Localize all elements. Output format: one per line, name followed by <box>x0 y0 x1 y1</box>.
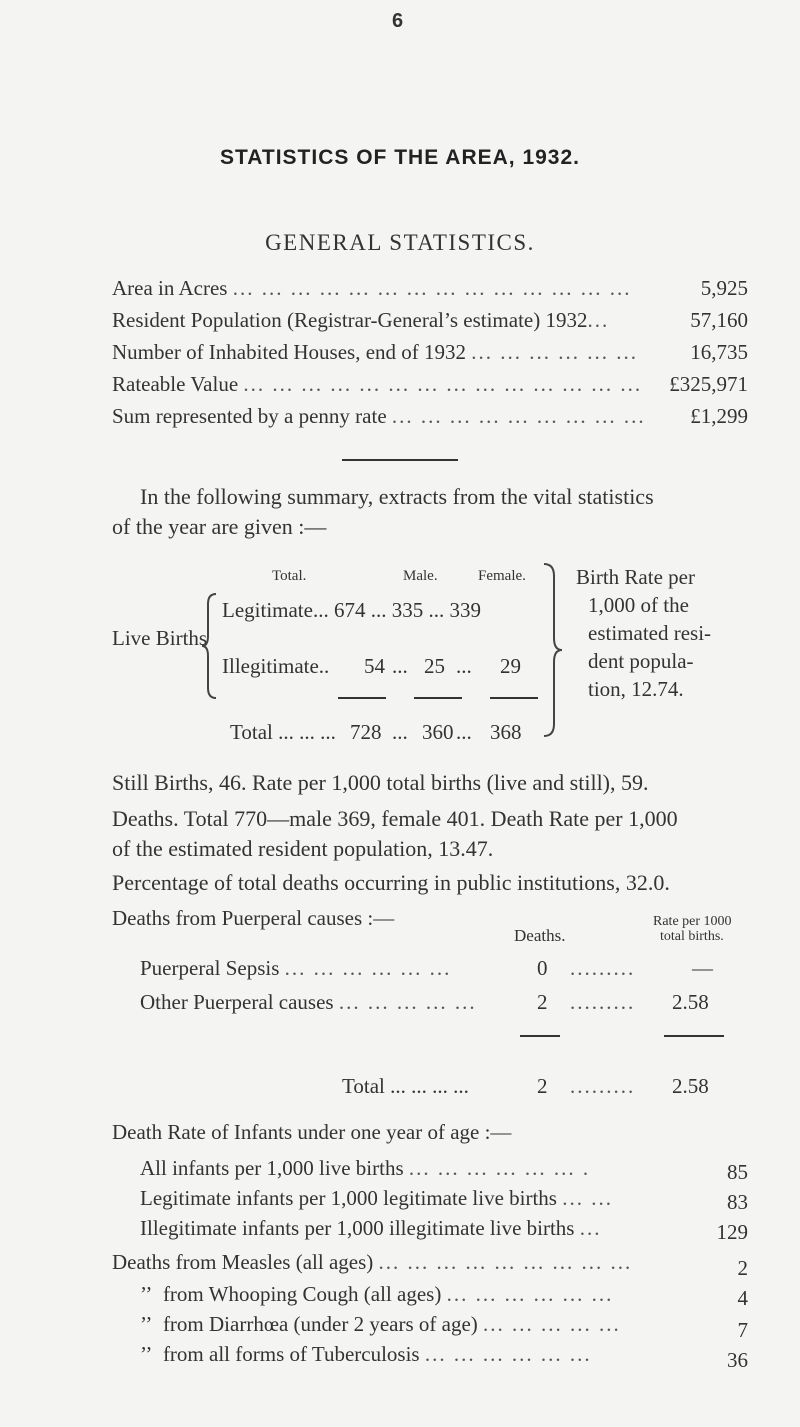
row-label: Other Puerperal causes <box>140 990 334 1014</box>
leader-dots: ... <box>456 654 472 678</box>
row-label: Resident Population (Registrar-General’s estimate) 1932 <box>112 308 588 332</box>
births-total-rule <box>338 697 386 699</box>
births-total-label: Total ... ... ... <box>230 720 336 744</box>
disease-row-whooping-cough <box>140 1282 613 1307</box>
summary-intro-line-2: of the year are given :— <box>112 514 327 539</box>
cell-total: 674 <box>333 598 366 622</box>
birth-rate-line-5: tion, 12.74. <box>588 677 684 701</box>
infant-value-legitimate: 83 <box>727 1190 748 1214</box>
birth-rate-line-3: estimated resi- <box>588 621 712 645</box>
leader-dots: ... ... <box>562 1186 613 1210</box>
general-row-penny-rate <box>112 404 646 429</box>
col-header-rate-2: total births. <box>660 929 724 944</box>
leader-dots: ......... <box>570 1074 636 1098</box>
row-label: Illegitimate infants per 1,000 illegitimate live births <box>140 1216 575 1240</box>
disease-value-measles: 2 <box>737 1256 748 1280</box>
row-label: All infants per 1,000 live births <box>140 1156 404 1180</box>
deaths-text-line-1: Deaths. Total 770—male 369, female 401. Death Rate per 1,000 <box>112 806 678 831</box>
leader-dots: ......... <box>570 956 636 980</box>
cell-female: 339 <box>449 598 481 622</box>
leader-dots: ... <box>392 720 408 744</box>
infant-row-legitimate <box>140 1186 613 1211</box>
disease-row-measles <box>112 1250 632 1275</box>
birth-rate-line-2: 1,000 of the <box>588 593 689 617</box>
general-row-population <box>112 308 609 333</box>
row-label: Legitimate... <box>222 598 329 622</box>
row-label: Puerperal Sepsis <box>140 956 280 980</box>
page-number: 6 <box>392 10 404 32</box>
puerperal-total-rule <box>664 1035 724 1037</box>
leader-dots: ... ... ... ... ... ... . <box>408 1156 591 1180</box>
row-label: from Diarrhœa (under 2 years of age) <box>162 1312 478 1336</box>
general-value-area: 5,925 <box>700 276 748 300</box>
puerperal-title: Deaths from Puerperal causes :— <box>112 906 395 930</box>
birth-rate-line-4: dent popula- <box>588 649 694 673</box>
row-label: Number of Inhabited Houses, end of 1932 <box>112 340 467 364</box>
row-label: from all forms of Tuberculosis <box>162 1342 420 1366</box>
leader-dots: ... ... ... ... ... ... <box>471 340 639 364</box>
disease-value-tuberculosis: 36 <box>727 1348 748 1372</box>
leader-dots: ... ... ... ... ... ... ... ... ... ... ... ... ... ... <box>232 276 632 300</box>
col-header-rate-1: Rate per 1000 <box>653 914 732 929</box>
general-row-houses <box>112 340 638 365</box>
summary-intro-line-1: In the following summary, extracts from the vital statistics <box>140 484 654 509</box>
puerperal-total-label: Total ... ... ... ... <box>342 1074 469 1098</box>
left-brace <box>200 592 220 700</box>
puerperal-row-other <box>140 990 477 1015</box>
leader-dots: ... ... ... ... ... <box>338 990 477 1014</box>
leader-dots: ... ... ... ... ... ... ... ... ... <box>391 404 646 428</box>
births-illegitimate-total: 54 <box>364 654 385 678</box>
puerperal-sepsis-rate: — <box>692 956 713 980</box>
births-total-female: 368 <box>490 720 522 744</box>
disease-row-tuberculosis <box>140 1342 592 1367</box>
general-row-area <box>112 276 631 301</box>
general-value-rateable: £325,971 <box>669 372 748 396</box>
leader-dots: ... <box>456 720 472 744</box>
row-label: from Whooping Cough (all ages) <box>162 1282 442 1306</box>
infant-value-illegitimate: 129 <box>716 1220 748 1244</box>
leader-dots: ......... <box>570 990 636 1014</box>
births-row-legitimate <box>222 598 481 623</box>
disease-row-diarrhoea <box>140 1312 621 1337</box>
ditto-mark: ’’ <box>140 1282 153 1306</box>
deaths-text-line-2: of the estimated resident population, 13.47. <box>112 836 494 861</box>
leader-dots: ... ... ... ... ... ... ... ... ... <box>378 1250 633 1274</box>
general-row-rateable <box>112 372 642 397</box>
infant-title: Death Rate of Infants under one year of age :— <box>112 1120 512 1144</box>
leader-dots: ... <box>370 598 387 622</box>
births-total-rule <box>490 697 538 699</box>
ditto-mark: ’’ <box>140 1342 153 1366</box>
births-total-male: 360 <box>422 720 454 744</box>
puerperal-total-rule <box>520 1035 560 1037</box>
disease-value-whooping-cough: 4 <box>737 1286 748 1310</box>
general-value-population: 57,160 <box>690 308 748 332</box>
section-title: GENERAL STATISTICS. <box>265 230 535 255</box>
col-header-deaths: Deaths. <box>514 926 566 945</box>
births-illegitimate-female: 29 <box>500 654 521 678</box>
cell-male: 335 <box>391 598 424 622</box>
leader-dots: ... <box>579 1216 602 1240</box>
leader-dots: ... <box>587 308 610 332</box>
ditto-mark: ’’ <box>140 1312 153 1336</box>
right-brace <box>540 562 566 738</box>
page-title: STATISTICS OF THE AREA, 1932. <box>220 146 580 169</box>
general-value-penny-rate: £1,299 <box>690 404 748 428</box>
leader-dots: ... <box>428 598 445 622</box>
infant-row-all <box>140 1156 590 1181</box>
leader-dots: ... ... ... ... ... ... <box>424 1342 592 1366</box>
row-label: Rateable Value <box>112 372 239 396</box>
leader-dots: ... ... ... ... ... ... <box>446 1282 614 1306</box>
leader-dots: ... ... ... ... ... ... <box>284 956 452 980</box>
general-value-houses: 16,735 <box>690 340 748 364</box>
puerperal-row-sepsis <box>140 956 451 981</box>
births-row-illegitimate-label: Illegitimate.. <box>222 654 330 678</box>
percentage-text: Percentage of total deaths occurring in public institutions, 32.0. <box>112 870 670 895</box>
puerperal-sepsis-deaths: 0 <box>537 956 548 980</box>
puerperal-other-rate: 2.58 <box>672 990 709 1014</box>
infant-row-illegitimate <box>140 1216 601 1241</box>
still-births-text: Still Births, 46. Rate per 1,000 total births (live and still), 59. <box>112 770 649 795</box>
leader-dots: ... ... ... ... ... <box>483 1312 621 1336</box>
col-header-total: Total. <box>272 568 307 584</box>
births-illegitimate-male: 25 <box>424 654 445 678</box>
row-label: from Measles (all ages) <box>175 1250 374 1274</box>
puerperal-total-deaths: 2 <box>537 1074 548 1098</box>
births-total-rule <box>414 697 462 699</box>
live-births-label: Live Births <box>112 626 208 650</box>
col-header-female: Female. <box>478 568 526 584</box>
leader-dots: ... ... ... ... ... ... ... ... ... ... ... ... ... ... <box>243 372 643 396</box>
row-label: Legitimate infants per 1,000 legitimate live births <box>140 1186 557 1210</box>
disease-value-diarrhoea: 7 <box>737 1318 748 1342</box>
puerperal-other-deaths: 2 <box>537 990 548 1014</box>
birth-rate-line-1: Birth Rate per <box>576 565 695 589</box>
infant-value-all: 85 <box>727 1160 748 1184</box>
births-total-total: 728 <box>350 720 382 744</box>
row-prefix: Deaths <box>112 1250 171 1274</box>
leader-dots: ... <box>392 654 408 678</box>
puerperal-total-rate: 2.58 <box>672 1074 709 1098</box>
row-label: Sum represented by a penny rate <box>112 404 387 428</box>
section-divider <box>342 459 458 461</box>
row-label: Area in Acres <box>112 276 228 300</box>
col-header-male: Male. <box>403 568 438 584</box>
